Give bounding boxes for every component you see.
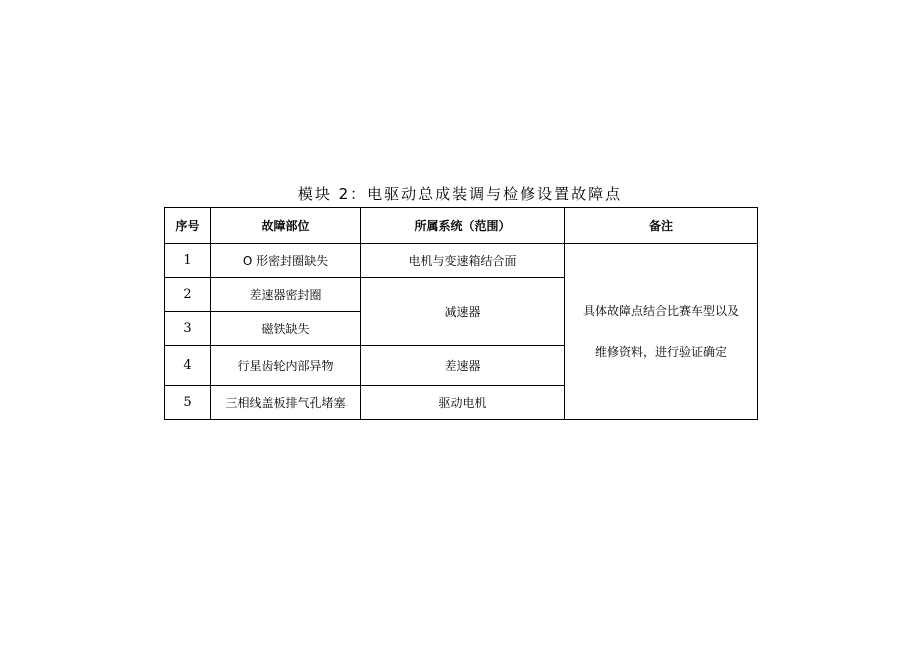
- row-index: 2: [165, 278, 211, 312]
- table-row: [165, 244, 758, 278]
- remark-line: 具体故障点结合比赛车型以及: [582, 304, 739, 318]
- fault-points-table: [164, 207, 758, 420]
- document-title: 模块 2：电驱动总成装调与检修设置故障点: [297, 185, 623, 203]
- row-index: 5: [165, 386, 211, 420]
- row-fault-location: 三相线盖板排气孔堵塞: [211, 386, 361, 420]
- row-system: 电机与变速箱结合面: [361, 244, 565, 278]
- header-system: 所属系统（范围）: [361, 208, 565, 244]
- header-remark: 备注: [565, 208, 758, 244]
- row-system: 减速器: [361, 278, 565, 346]
- row-system: 驱动电机: [361, 386, 565, 420]
- row-fault-location: 行星齿轮内部异物: [211, 346, 361, 386]
- row-index: 4: [165, 346, 211, 386]
- row-index: 3: [165, 312, 211, 346]
- row-fault-location: O 形密封圈缺失: [211, 244, 361, 278]
- header-index: 序号: [165, 208, 211, 244]
- header-fault-location: 故障部位: [211, 208, 361, 244]
- row-fault-location: 差速器密封圈: [211, 278, 361, 312]
- row-index: 1: [165, 244, 211, 278]
- row-system: 差速器: [361, 346, 565, 386]
- table-header-row: [165, 208, 758, 244]
- remark-line: 维修资料，进行验证确定: [594, 345, 727, 359]
- row-fault-location: 磁铁缺失: [211, 312, 361, 346]
- remark-cell: [565, 244, 758, 420]
